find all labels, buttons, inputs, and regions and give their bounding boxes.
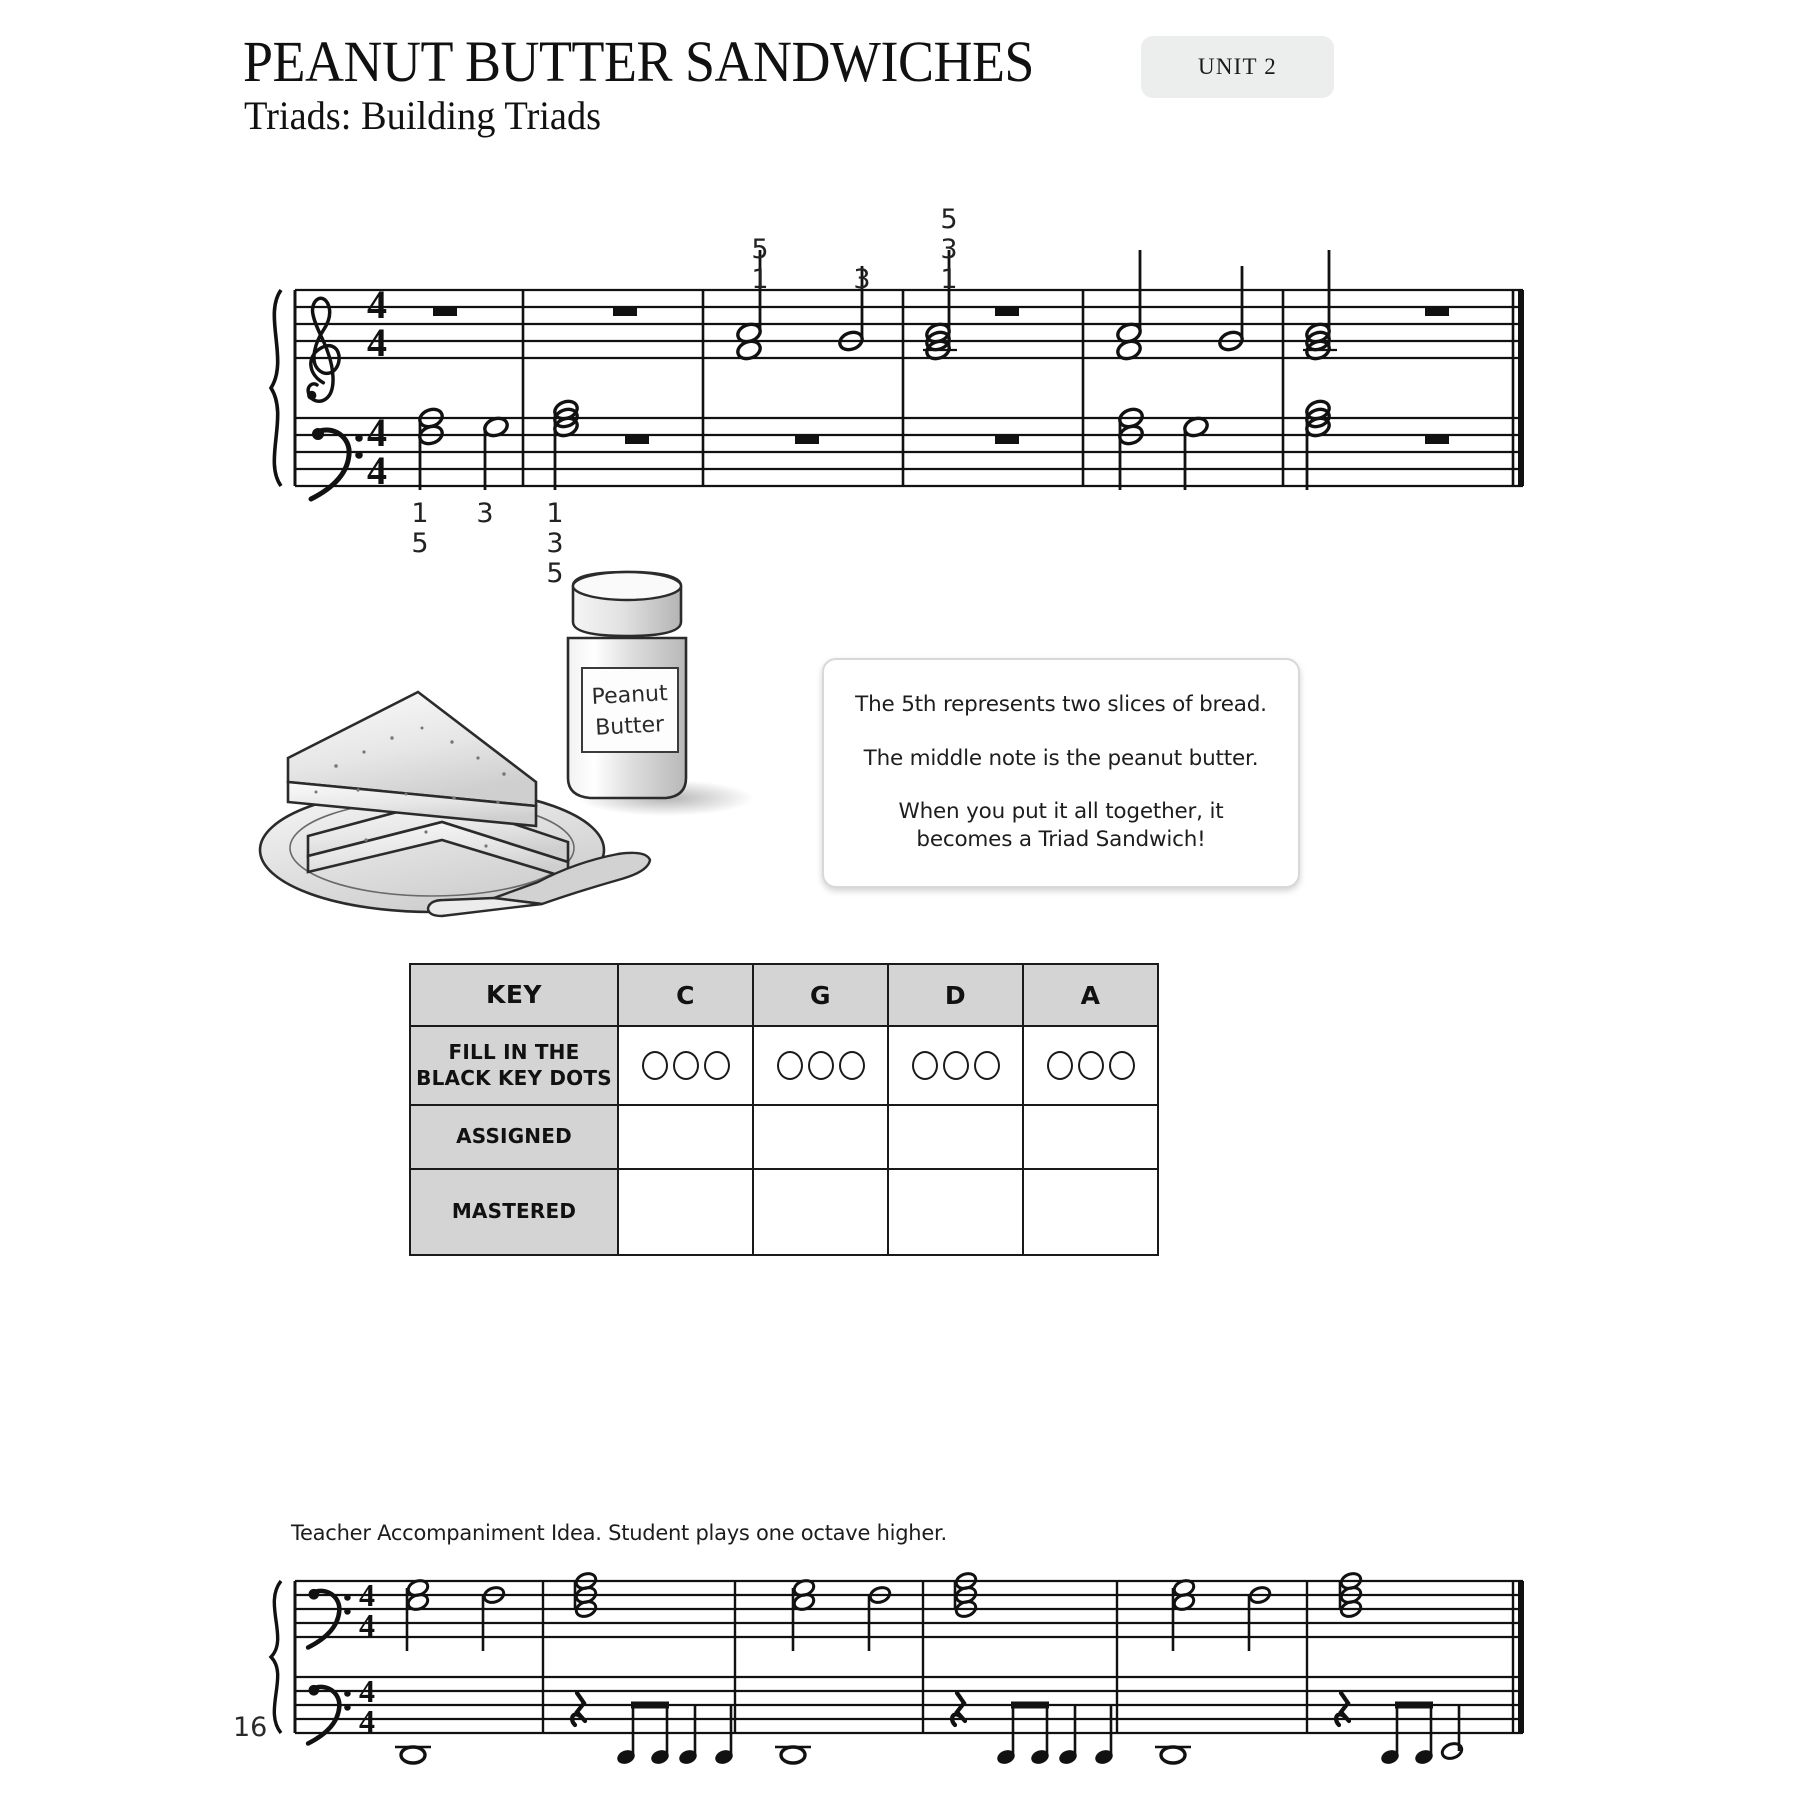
teacher-upper-m3 bbox=[792, 1578, 816, 1651]
svg-text:4: 4 bbox=[367, 448, 387, 493]
mastered-cell-d[interactable] bbox=[888, 1169, 1023, 1255]
main-grand-staff bbox=[255, 200, 1555, 589]
row-label-mastered: MASTERED bbox=[410, 1169, 618, 1255]
black-key-dot[interactable] bbox=[777, 1051, 803, 1080]
row-label-fill-dots: FILL IN THE BLACK KEY DOTS bbox=[410, 1026, 618, 1105]
half-rest bbox=[1425, 307, 1449, 316]
black-key-dot[interactable] bbox=[1047, 1051, 1073, 1080]
half-rest bbox=[995, 435, 1019, 444]
whole-rest bbox=[613, 307, 637, 316]
svg-text:4: 4 bbox=[367, 410, 387, 455]
teacher-lower-m4-eighths bbox=[995, 1705, 1114, 1766]
quarter-rest bbox=[572, 1693, 585, 1725]
dots-cell-c[interactable] bbox=[618, 1026, 753, 1105]
teacher-accompaniment-note: Teacher Accompaniment Idea. Student plays one octave higher. bbox=[291, 1521, 947, 1545]
table-row-mastered bbox=[410, 1169, 1158, 1255]
treble-interval-m5 bbox=[1115, 250, 1142, 362]
black-key-dot[interactable] bbox=[1109, 1051, 1135, 1080]
half-rest bbox=[995, 307, 1019, 316]
table-header-d[interactable]: D bbox=[888, 964, 1023, 1026]
time-signature-upper2: 4 bbox=[359, 1607, 375, 1643]
unit-badge-label: UNIT 2 bbox=[1198, 54, 1277, 79]
table-header-c[interactable]: C bbox=[618, 964, 753, 1026]
key-progress-table bbox=[409, 963, 1159, 1256]
bass-clef-icon-upper bbox=[308, 1589, 351, 1648]
black-key-dot[interactable] bbox=[642, 1051, 668, 1080]
peanut-butter-jar bbox=[568, 572, 686, 798]
table-header-a[interactable]: A bbox=[1023, 964, 1158, 1026]
mastered-cell-c[interactable] bbox=[618, 1169, 753, 1255]
treble-fingering-3c: 1 bbox=[940, 264, 958, 295]
barlines bbox=[523, 290, 1283, 486]
bass-clef-icon-lower bbox=[308, 1685, 351, 1744]
time-signature-treble bbox=[367, 282, 387, 365]
black-key-dot[interactable] bbox=[808, 1051, 834, 1080]
dots-cell-d[interactable] bbox=[888, 1026, 1023, 1105]
black-key-dot[interactable] bbox=[912, 1051, 938, 1080]
bass-fingering-1b: 5 bbox=[411, 528, 429, 559]
treble-fingering-3b: 3 bbox=[940, 234, 958, 265]
bass-fingering-2: 3 bbox=[476, 498, 494, 529]
svg-text:4: 4 bbox=[367, 320, 387, 365]
treble-fingering-1a: 5 bbox=[751, 234, 769, 265]
assigned-cell-c[interactable] bbox=[618, 1105, 753, 1169]
jar-label-line1: Peanut bbox=[591, 681, 669, 710]
info-line-1: The 5th represents two slices of bread. bbox=[855, 692, 1267, 718]
half-rest bbox=[625, 435, 649, 444]
bass-triad-m2 bbox=[552, 398, 579, 490]
time-signature-upper: 4 bbox=[359, 1577, 375, 1613]
info-callout-box bbox=[822, 658, 1300, 888]
quarter-rest bbox=[952, 1693, 965, 1725]
mastered-cell-g[interactable] bbox=[753, 1169, 888, 1255]
assigned-cell-d[interactable] bbox=[888, 1105, 1023, 1169]
table-header-key: KEY bbox=[410, 964, 618, 1026]
jar-label-line2: Butter bbox=[594, 712, 665, 741]
whole-rest bbox=[433, 307, 457, 316]
half-rest bbox=[1425, 435, 1449, 444]
time-signature-lower2: 4 bbox=[359, 1703, 375, 1739]
black-key-dot[interactable] bbox=[839, 1051, 865, 1080]
treble-triad-m6 bbox=[1303, 250, 1337, 362]
info-line-2: The middle note is the peanut butter. bbox=[863, 745, 1259, 771]
bass-fingering-3a: 1 bbox=[546, 498, 564, 529]
teacher-lower-m6-eighths bbox=[1379, 1705, 1463, 1766]
time-signature-lower: 4 bbox=[359, 1673, 375, 1709]
dots-cell-g[interactable] bbox=[753, 1026, 888, 1105]
treble-fingering-3a: 5 bbox=[940, 204, 958, 235]
dots-cell-a[interactable] bbox=[1023, 1026, 1158, 1105]
black-key-dot[interactable] bbox=[1078, 1051, 1104, 1080]
teacher-lower-m1-whole bbox=[395, 1747, 431, 1763]
table-row-fill-dots bbox=[410, 1026, 1158, 1105]
unit-badge bbox=[1141, 36, 1334, 98]
treble-clef-icon bbox=[307, 298, 339, 401]
black-key-dot[interactable] bbox=[673, 1051, 699, 1080]
page-subtitle: Triads: Building Triads bbox=[244, 93, 602, 138]
quarter-rest bbox=[1336, 1693, 1349, 1725]
bass-clef-icon bbox=[311, 428, 363, 499]
teacher-lower-m5-whole bbox=[1155, 1747, 1191, 1763]
teacher-accompaniment-staff bbox=[255, 1555, 1555, 1775]
table-header-g[interactable]: G bbox=[753, 964, 888, 1026]
teacher-lower-m2-eighths bbox=[615, 1705, 734, 1766]
peanut-butter-illustration bbox=[246, 560, 786, 920]
bass-fingering-1a: 1 bbox=[411, 498, 429, 529]
teacher-upper-m5 bbox=[1172, 1578, 1196, 1651]
treble-note-m5 bbox=[1217, 266, 1244, 353]
black-key-dot[interactable] bbox=[704, 1051, 730, 1080]
assigned-cell-a[interactable] bbox=[1023, 1105, 1158, 1169]
assigned-cell-g[interactable] bbox=[753, 1105, 888, 1169]
black-key-dot[interactable] bbox=[974, 1051, 1000, 1080]
black-key-dot[interactable] bbox=[943, 1051, 969, 1080]
bass-fingering-3c: 5 bbox=[546, 558, 564, 589]
treble-fingering-1b: 1 bbox=[751, 264, 769, 295]
teacher-upper-m1 bbox=[406, 1578, 430, 1651]
bass-triad-m6 bbox=[1304, 398, 1331, 490]
teacher-lower-m3-whole bbox=[775, 1747, 811, 1763]
page-title: PEANUT BUTTER SANDWICHES bbox=[243, 29, 1034, 94]
svg-text:4: 4 bbox=[367, 282, 387, 327]
mastered-cell-a[interactable] bbox=[1023, 1169, 1158, 1255]
table-row-assigned bbox=[410, 1105, 1158, 1169]
bass-fingering-3b: 3 bbox=[546, 528, 564, 559]
table-header-row bbox=[410, 964, 1158, 1026]
half-rest bbox=[795, 435, 819, 444]
treble-fingering-2: 3 bbox=[853, 264, 871, 295]
time-signature-bass bbox=[367, 410, 387, 493]
info-line-3: When you put it all together, it becomes a Triad Sandwich! bbox=[898, 799, 1224, 853]
row-label-assigned: ASSIGNED bbox=[410, 1105, 618, 1169]
page-number: 16 bbox=[233, 1712, 268, 1743]
